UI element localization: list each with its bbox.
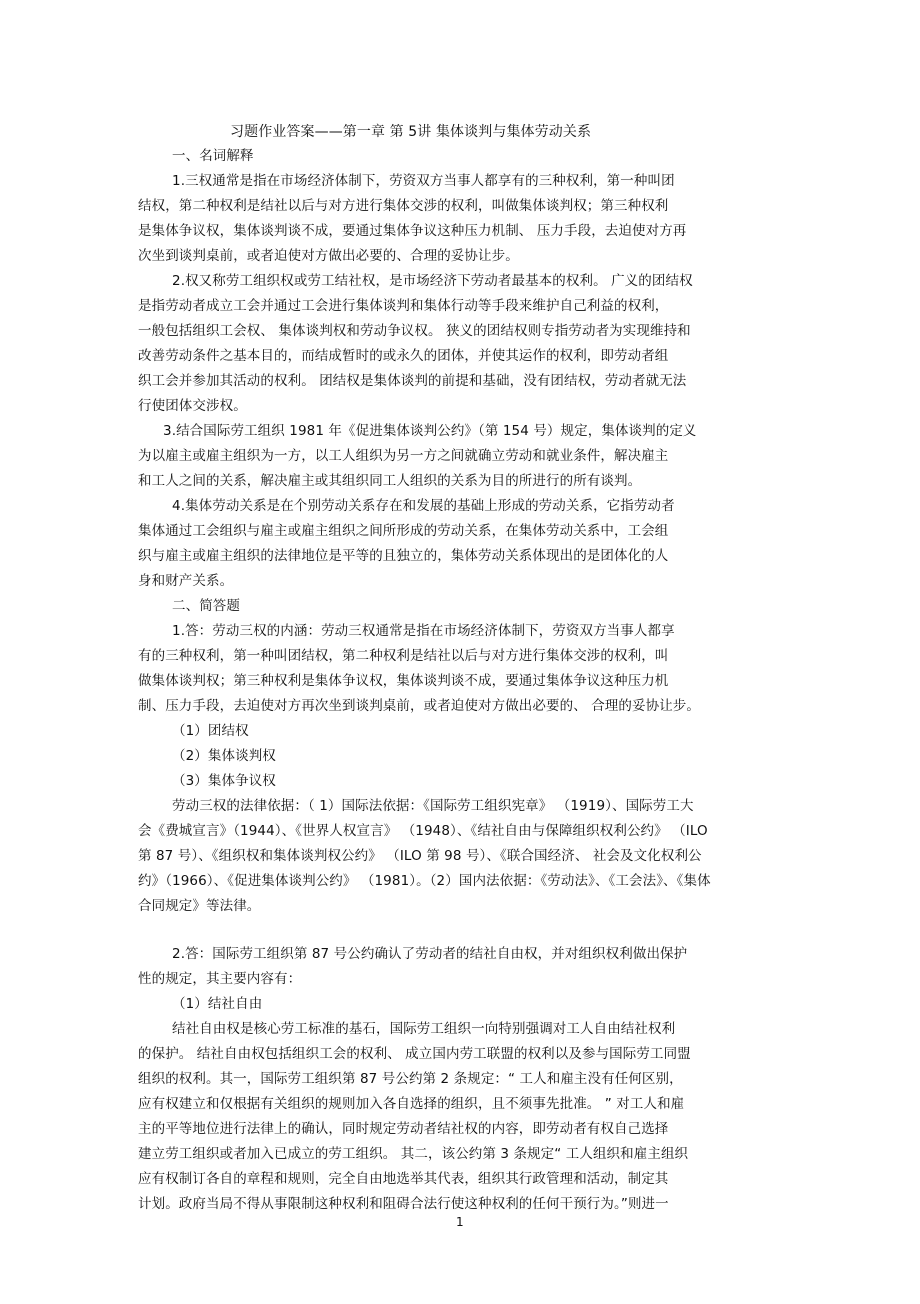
text-line: 1.三权通常是指在市场经济体制下，劳资双方当事人都享有的三种权利，第一种叫团 (172, 173, 675, 189)
text-line: 改善劳动条件之基本目的，而结成暂时的或永久的团体，并使其运作的权利，即劳动者组 (138, 348, 669, 364)
text-line: 织与雇主或雇主组织的法律地位是平等的且独立的，集体劳动关系体现出的是团体化的人 (138, 548, 669, 564)
text-line: 集体通过工会组织与雇主或雇主组织之间所形成的劳动关系，在集体劳动关系中，工会组 (138, 523, 669, 539)
text-line: 是集体争议权，集体谈判谈不成，要通过集体争议这种压力机制、 压力手段，去迫使对方再 (138, 223, 687, 239)
text-line: 有的三种权利，第一种叫团结权，第二种权利是结社以后与对方进行集体交涉的权利，叫 (138, 648, 669, 664)
text-line: 织工会并参加其活动的权利。 团结权是集体谈判的前提和基础，没有团结权，劳动者就无法 (138, 373, 687, 389)
text-line: 二、简答题 (172, 598, 240, 614)
text-line: 应有权制订各自的章程和规则，完全自由地选举其代表，组织其行政管理和活动，制定其 (138, 1171, 669, 1187)
text-line: 的保护。 结社自由权包括组织工会的权利、 成立国内劳工联盟的权利以及参与国际劳工同盟 (138, 1046, 691, 1062)
text-line: （2）集体谈判权 (172, 748, 276, 764)
text-line: 身和财产关系。 (138, 573, 234, 589)
text-line: 约》（1966）、《促进集体谈判公约》 （1981）。（2）国内法依据：《劳动法》、《工会法》、《集体 (138, 873, 711, 889)
text-line: 建立劳工组织或者加入已成立的劳工组织。 其二，该公约第 3 条规定“ 工人组织和雇主组织 (138, 1146, 689, 1162)
text-line: 结权，第二种权利是结社以后与对方进行集体交涉的权利，叫做集体谈判权；第三种权利 (138, 198, 669, 214)
text-line: （3）集体争议权 (172, 773, 276, 789)
document-title: 习题作业答案——第一章 第 5讲 集体谈判与集体劳动关系 (230, 124, 592, 140)
text-line: 一般包括组织工会权、 集体谈判权和劳动争议权。 狭义的团结权则专指劳动者为实现维持和 (138, 323, 691, 339)
text-line: 3.结合国际劳工组织 1981 年《促进集体谈判公约》（第 154 号）规定，集体谈判的定义 (163, 423, 697, 439)
text-line: 性的规定，其主要内容有： (138, 971, 302, 987)
text-line: 合同规定》等法律。 (138, 898, 261, 914)
text-line: 制、压力手段，去迫使对方再次坐到谈判桌前，或者迫使对方做出必要的、 合理的妥协让步。 (138, 698, 700, 714)
page-number: 1 (456, 1215, 464, 1229)
text-line: 是指劳动者成立工会并通过工会进行集体谈判和集体行动等手段来维护自己利益的权利， (138, 298, 669, 314)
text-line: 主的平等地位进行法律上的确认，同时规定劳动者结社权的内容，即劳动者有权自己选择 (138, 1121, 669, 1137)
text-line: 第 87 号）、《组织权和集体谈判权公约》 （ILO 第 98 号）、《联合国经济、 社会及文化权利公 (138, 848, 702, 864)
text-line: 次坐到谈判桌前，或者迫使对方做出必要的、合理的妥协让步。 (138, 248, 519, 264)
text-line: 一、名词解释 (172, 148, 254, 164)
text-line: 为以雇主或雇主组织为一方，以工人组织为另一方之间就确立劳动和就业条件，解决雇主 (138, 448, 669, 464)
text-line: 4.集体劳动关系是在个别劳动关系存在和发展的基础上形成的劳动关系，它指劳动者 (172, 498, 675, 514)
text-line: 2.答：国际劳工组织第 87 号公约确认了劳动者的结社自由权，并对组织权利做出保护 (172, 946, 688, 962)
text-line: （1）团结权 (172, 723, 249, 739)
text-line: 和工人之间的关系，解决雇主或其组织同工人组织的关系为目的所进行的所有谈判。 (138, 473, 642, 489)
text-line: 劳动三权的法律依据：（ 1）国际法依据：《国际劳工组织宪章》 （1919）、国际劳工大 (172, 798, 694, 814)
text-line: 2.权又称劳工组织权或劳工结社权，是市场经济下劳动者最基本的权利。 广义的团结权 (172, 273, 693, 289)
text-line: 会《费城宣言》（1944）、《世界人权宣言》 （1948）、《结社自由与保障组织权利公约》 （ILO (138, 823, 708, 839)
text-line: 1.答：劳动三权的内涵：劳动三权通常是指在市场经济体制下，劳资双方当事人都享 (172, 623, 675, 639)
text-line: 结社自由权是核心劳工标准的基石，国际劳工组织一向特别强调对工人自由结社权利 (172, 1021, 676, 1037)
text-line: 计划。政府当局不得从事限制这种权利和阻碍合法行使这种权利的任何干预行为。”则进一 (138, 1196, 669, 1212)
text-line: 组织的权利。其一，国际劳工组织第 87 号公约第 2 条规定：“ 工人和雇主没有任何区别， (138, 1071, 683, 1087)
text-line: （1）结社自由 (172, 996, 263, 1012)
text-line: 应有权建立和仅根据有关组织的规则加入各自选择的组织，且不须事先批准。 ” 对工人和雇 (138, 1096, 685, 1112)
text-line: 做集体谈判权；第三种权利是集体争议权，集体谈判谈不成，要通过集体争议这种压力机 (138, 673, 669, 689)
text-line: 行使团体交涉权。 (138, 398, 247, 414)
